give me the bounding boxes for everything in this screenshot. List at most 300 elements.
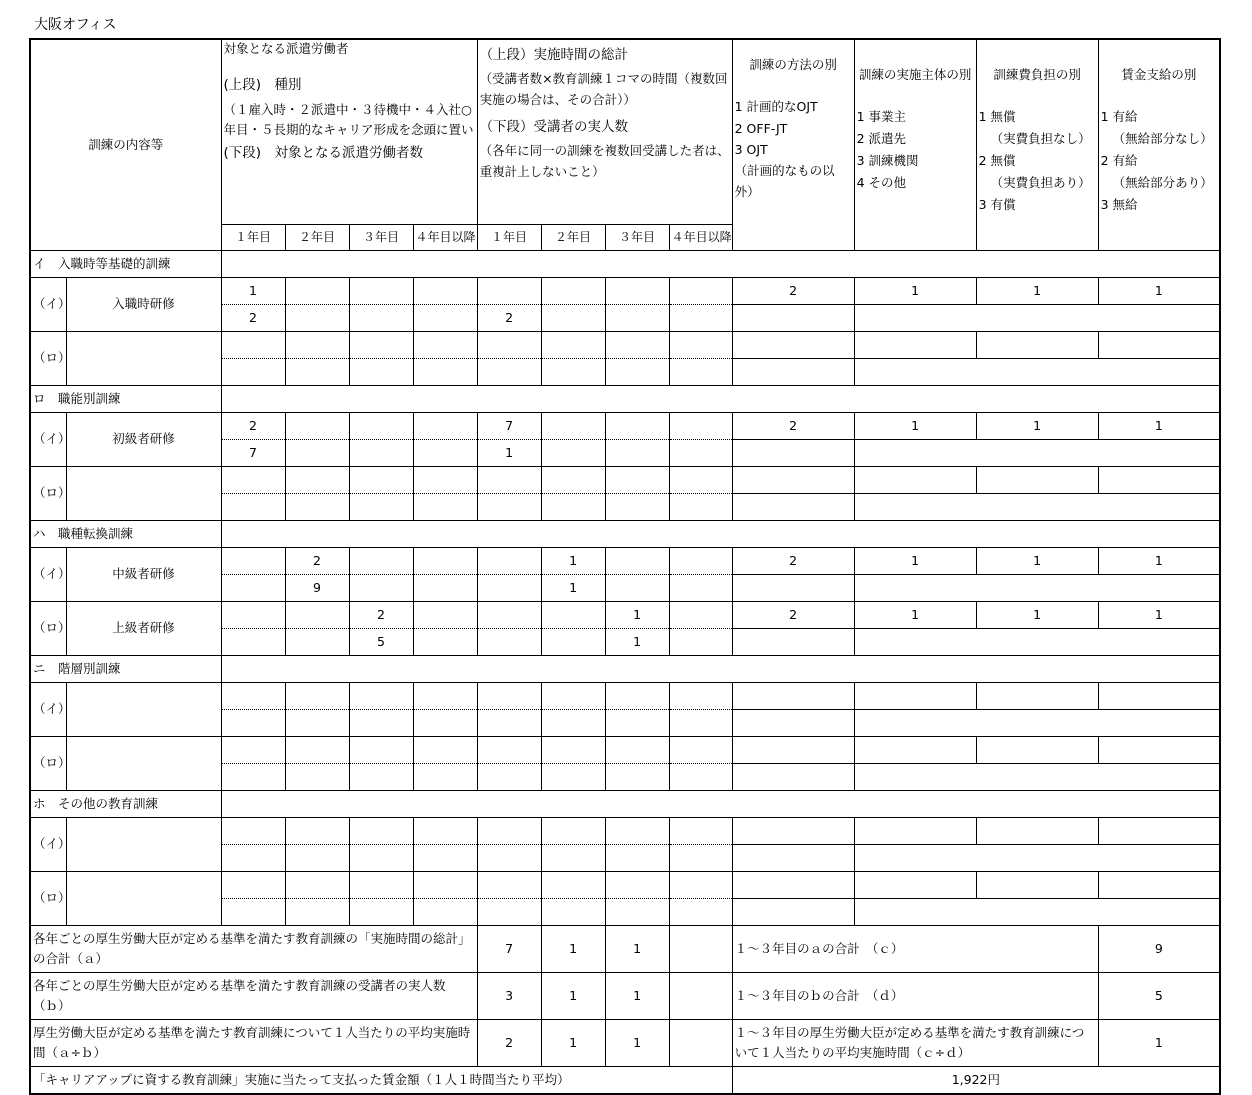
year-header: ４年目以降 <box>413 225 477 251</box>
training-name: 上級者研修 <box>66 602 221 656</box>
lower-value-cell <box>541 710 605 737</box>
lower-value-cell <box>541 764 605 791</box>
provider-cell: 1 <box>854 278 976 305</box>
table-row <box>30 413 1220 440</box>
upper-value-cell <box>477 278 541 305</box>
upper-value-cell: 1 <box>605 602 669 629</box>
lower-value-cell <box>349 764 413 791</box>
upper-value-cell <box>285 413 349 440</box>
summary-y3: 1 <box>605 926 669 973</box>
upper-value-cell <box>413 332 477 359</box>
upper-value-cell <box>541 683 605 710</box>
section-blank <box>221 656 1220 683</box>
upper-value-cell: 7 <box>477 413 541 440</box>
upper-value-cell <box>669 413 732 440</box>
upper-value-cell <box>285 683 349 710</box>
lower-value-cell <box>605 305 669 332</box>
wage-label: 「キャリアアップに資する教育訓練」実施に当たって支払った賃金額（１人１時間当たり平均） <box>30 1067 732 1095</box>
training-name <box>66 872 221 926</box>
lower-value-cell <box>669 629 732 656</box>
upper-value-cell <box>605 683 669 710</box>
wage-cell <box>1098 872 1220 899</box>
lower-value-cell <box>477 359 541 386</box>
lower-value-cell <box>349 899 413 926</box>
summary-right-value: 9 <box>1098 926 1220 973</box>
lower-value-cell <box>669 575 732 602</box>
lower-value-cell <box>541 899 605 926</box>
lower-value-cell <box>477 494 541 521</box>
section-row <box>30 656 1220 683</box>
lower-value-cell: 2 <box>221 305 285 332</box>
lower-value-cell <box>285 764 349 791</box>
lower-value-cell <box>477 710 541 737</box>
row-index: （イ） <box>30 683 66 737</box>
summary-y2: 1 <box>541 973 605 1020</box>
upper-value-cell <box>413 413 477 440</box>
upper-value-cell <box>605 332 669 359</box>
upper-value-cell: 2 <box>349 602 413 629</box>
lower-value-cell: 1 <box>605 629 669 656</box>
detail-blank <box>854 629 1220 656</box>
provider-cell <box>854 683 976 710</box>
lower-value-cell <box>605 710 669 737</box>
lower-value-cell <box>413 305 477 332</box>
upper-value-cell <box>541 332 605 359</box>
wage-cell: 1 <box>1098 413 1220 440</box>
upper-value-cell: 1 <box>221 278 285 305</box>
lower-value-cell <box>285 440 349 467</box>
method-header: 訓練の方法の別 1 計画的なOJT 2 OFF-JT 3 OJT （計画的なもの以外） <box>732 39 854 251</box>
method-blank <box>732 575 854 602</box>
lower-value-cell <box>413 629 477 656</box>
provider-cell <box>854 737 976 764</box>
method-cell: 2 <box>732 602 854 629</box>
upper-value-cell <box>349 818 413 845</box>
upper-value-cell <box>605 872 669 899</box>
workers-header: 対象となる派遣労働者 (上段) 種別 （１雇入時・２派遣中・３待機中・４入社○年目・５長期的なキャリア形成を念頭に置い (下段) 対象となる派遣労働者数 <box>221 39 477 225</box>
detail-blank <box>854 710 1220 737</box>
training-name <box>66 683 221 737</box>
upper-value-cell <box>477 818 541 845</box>
row-index: （ロ） <box>30 332 66 386</box>
training-name: 中級者研修 <box>66 548 221 602</box>
cost-header: 訓練費負担の別 1 無償 （実費負担なし） 2 無償 （実費負担あり） 3 有償 <box>976 39 1098 251</box>
lower-value-cell <box>285 710 349 737</box>
summary-y4 <box>669 926 732 973</box>
upper-value-cell <box>413 548 477 575</box>
lower-value-cell <box>349 359 413 386</box>
upper-value-cell <box>541 467 605 494</box>
upper-value-cell <box>541 413 605 440</box>
wage-cell <box>1098 818 1220 845</box>
lower-value-cell <box>669 440 732 467</box>
upper-value-cell <box>285 818 349 845</box>
year-header: ４年目以降 <box>669 225 732 251</box>
cost-cell <box>976 737 1098 764</box>
training-name <box>66 818 221 872</box>
lower-value-cell <box>285 629 349 656</box>
cost-cell: 1 <box>976 413 1098 440</box>
row-index: （イ） <box>30 278 66 332</box>
summary-label: 各年ごとの厚生労働大臣が定める基準を満たす教育訓練の受講者の実人数（ｂ） <box>30 973 477 1020</box>
section-blank <box>221 521 1220 548</box>
upper-value-cell <box>349 467 413 494</box>
lower-value-cell <box>349 710 413 737</box>
wage-cell: 1 <box>1098 548 1220 575</box>
upper-value-cell: 2 <box>221 413 285 440</box>
section-title: ロ 職能別訓練 <box>30 386 221 413</box>
lower-value-cell <box>285 494 349 521</box>
summary-y4 <box>669 973 732 1020</box>
lower-value-cell <box>669 305 732 332</box>
training-name: 入職時研修 <box>66 278 221 332</box>
year-header: ３年目 <box>349 225 413 251</box>
upper-value-cell <box>669 278 732 305</box>
detail-blank <box>854 764 1220 791</box>
lower-value-cell <box>669 710 732 737</box>
upper-value-cell <box>221 683 285 710</box>
table-row <box>30 332 1220 359</box>
detail-blank <box>854 899 1220 926</box>
lower-value-cell <box>669 845 732 872</box>
section-row <box>30 251 1220 278</box>
table-row <box>30 548 1220 575</box>
upper-value-cell: 1 <box>541 548 605 575</box>
section-blank <box>221 386 1220 413</box>
upper-value-cell <box>477 332 541 359</box>
wage-value: 1,922円 <box>732 1067 1220 1095</box>
upper-value-cell <box>221 548 285 575</box>
upper-value-cell <box>669 737 732 764</box>
content-header: 訓練の内容等 <box>30 39 221 251</box>
upper-value-cell <box>669 872 732 899</box>
lower-value-cell <box>221 575 285 602</box>
time-header: （上段）実施時間の総計 （受講者数×教育訓練１コマの時間（複数回実施の場合は、その合計）） （下段）受講者の実人数 （各年に同一の訓練を複数回受講した者は、重複計上しないこと） <box>477 39 732 225</box>
lower-value-cell: 1 <box>477 440 541 467</box>
table-row <box>30 818 1220 845</box>
method-cell <box>732 332 854 359</box>
lower-value-cell: 7 <box>221 440 285 467</box>
lower-value-cell <box>349 305 413 332</box>
method-cell <box>732 872 854 899</box>
section-title: ニ 階層別訓練 <box>30 656 221 683</box>
upper-value-cell <box>477 872 541 899</box>
upper-value-cell <box>477 467 541 494</box>
lower-value-cell <box>477 575 541 602</box>
upper-value-cell <box>669 332 732 359</box>
wage-cell: 1 <box>1098 278 1220 305</box>
summary-label: 各年ごとの厚生労働大臣が定める基準を満たす教育訓練の「実施時間の総計」の合計（ａ） <box>30 926 477 973</box>
lower-value-cell <box>221 764 285 791</box>
lower-value-cell <box>413 764 477 791</box>
upper-value-cell <box>413 278 477 305</box>
header-row <box>30 39 1220 225</box>
upper-value-cell <box>541 872 605 899</box>
summary-y3: 1 <box>605 973 669 1020</box>
wage-cell: 1 <box>1098 602 1220 629</box>
section-row <box>30 521 1220 548</box>
lower-value-cell <box>669 899 732 926</box>
lower-value-cell <box>541 845 605 872</box>
cost-cell: 1 <box>976 278 1098 305</box>
upper-value-cell <box>221 467 285 494</box>
lower-value-cell <box>285 305 349 332</box>
upper-value-cell <box>349 548 413 575</box>
upper-value-cell <box>541 737 605 764</box>
provider-cell: 1 <box>854 602 976 629</box>
year-header: ２年目 <box>285 225 349 251</box>
table-row <box>30 602 1220 629</box>
table-row <box>30 872 1220 899</box>
summary-y1: 3 <box>477 973 541 1020</box>
method-blank <box>732 845 854 872</box>
training-name <box>66 737 221 791</box>
upper-value-cell <box>349 413 413 440</box>
detail-blank <box>854 845 1220 872</box>
training-table <box>29 38 1221 1095</box>
wage-row <box>30 1067 1220 1095</box>
upper-value-cell <box>605 413 669 440</box>
section-row <box>30 386 1220 413</box>
cost-cell: 1 <box>976 548 1098 575</box>
provider-cell <box>854 467 976 494</box>
upper-value-cell <box>669 818 732 845</box>
lower-value-cell <box>477 845 541 872</box>
summary-y2: 1 <box>541 926 605 973</box>
wage-cell <box>1098 467 1220 494</box>
year-header: １年目 <box>477 225 541 251</box>
cost-cell <box>976 818 1098 845</box>
lower-value-cell <box>349 440 413 467</box>
upper-value-cell <box>605 278 669 305</box>
provider-cell: 1 <box>854 413 976 440</box>
wage-cell <box>1098 737 1220 764</box>
lower-value-cell <box>413 899 477 926</box>
upper-value-cell <box>477 737 541 764</box>
upper-value-cell <box>221 818 285 845</box>
lower-value-cell <box>541 359 605 386</box>
method-cell <box>732 683 854 710</box>
lower-value-cell <box>669 359 732 386</box>
upper-value-cell <box>669 602 732 629</box>
lower-value-cell <box>413 845 477 872</box>
method-cell: 2 <box>732 278 854 305</box>
lower-value-cell <box>221 710 285 737</box>
year-header: ２年目 <box>541 225 605 251</box>
cost-cell <box>976 332 1098 359</box>
row-index: （イ） <box>30 413 66 467</box>
lower-value-cell <box>477 764 541 791</box>
section-title: ハ 職種転換訓練 <box>30 521 221 548</box>
upper-value-cell <box>413 872 477 899</box>
row-index: （ロ） <box>30 467 66 521</box>
upper-value-cell <box>413 602 477 629</box>
summary-row <box>30 926 1220 973</box>
lower-value-cell <box>285 899 349 926</box>
upper-value-cell <box>285 737 349 764</box>
upper-value-cell <box>285 467 349 494</box>
wage-cell <box>1098 332 1220 359</box>
upper-value-cell <box>669 548 732 575</box>
lower-value-cell <box>541 440 605 467</box>
upper-value-cell <box>669 467 732 494</box>
lower-value-cell <box>349 575 413 602</box>
provider-cell <box>854 818 976 845</box>
upper-value-cell <box>413 467 477 494</box>
section-title: イ 入職時等基礎的訓練 <box>30 251 221 278</box>
table-row <box>30 683 1220 710</box>
method-cell: 2 <box>732 413 854 440</box>
lower-value-cell <box>413 494 477 521</box>
summary-label: 厚生労働大臣が定める基準を満たす教育訓練について１人当たりの平均実施時間（ａ÷ｂ） <box>30 1020 477 1067</box>
table-row <box>30 737 1220 764</box>
lower-value-cell <box>285 359 349 386</box>
upper-value-cell <box>477 683 541 710</box>
upper-value-cell <box>221 737 285 764</box>
lower-value-cell <box>605 575 669 602</box>
year-header: ３年目 <box>605 225 669 251</box>
detail-blank <box>854 440 1220 467</box>
lower-value-cell: 1 <box>541 575 605 602</box>
method-cell: 2 <box>732 548 854 575</box>
summary-row <box>30 1020 1220 1067</box>
lower-value-cell <box>349 494 413 521</box>
method-blank <box>732 305 854 332</box>
upper-value-cell <box>221 332 285 359</box>
upper-value-cell <box>285 872 349 899</box>
cost-cell <box>976 683 1098 710</box>
table-row <box>30 467 1220 494</box>
detail-blank <box>854 305 1220 332</box>
wage-cell <box>1098 683 1220 710</box>
row-index: （イ） <box>30 818 66 872</box>
lower-value-cell <box>477 629 541 656</box>
lower-value-cell <box>221 845 285 872</box>
provider-cell: 1 <box>854 548 976 575</box>
method-cell <box>732 818 854 845</box>
upper-value-cell <box>605 548 669 575</box>
lower-value-cell <box>669 764 732 791</box>
provider-cell <box>854 332 976 359</box>
method-cell <box>732 467 854 494</box>
section-row <box>30 791 1220 818</box>
upper-value-cell <box>541 602 605 629</box>
upper-value-cell <box>477 602 541 629</box>
lower-value-cell <box>605 845 669 872</box>
upper-value-cell <box>221 602 285 629</box>
upper-value-cell <box>349 683 413 710</box>
section-blank <box>221 251 1220 278</box>
lower-value-cell <box>605 359 669 386</box>
wage-header: 賃金支給の別 1 有給 （無給部分なし） 2 有給 （無給部分あり） 3 無給 <box>1098 39 1220 251</box>
table-row <box>30 278 1220 305</box>
row-index: （ロ） <box>30 872 66 926</box>
summary-right-value: 1 <box>1098 1020 1220 1067</box>
training-name: 初級者研修 <box>66 413 221 467</box>
lower-value-cell: 2 <box>477 305 541 332</box>
upper-value-cell <box>349 872 413 899</box>
cost-cell: 1 <box>976 602 1098 629</box>
lower-value-cell <box>541 629 605 656</box>
upper-value-cell: 2 <box>285 548 349 575</box>
row-index: （ロ） <box>30 737 66 791</box>
upper-value-cell <box>413 737 477 764</box>
upper-value-cell <box>285 602 349 629</box>
lower-value-cell <box>221 629 285 656</box>
provider-cell <box>854 872 976 899</box>
method-cell <box>732 737 854 764</box>
upper-value-cell <box>669 683 732 710</box>
summary-right-label: １～３年目の厚生労働大臣が定める基準を満たす教育訓練について１人当たりの平均実施時間（ｃ÷ｄ） <box>732 1020 1098 1067</box>
upper-value-cell <box>541 278 605 305</box>
upper-value-cell <box>413 818 477 845</box>
row-index: （イ） <box>30 548 66 602</box>
lower-value-cell <box>413 440 477 467</box>
lower-value-cell <box>349 845 413 872</box>
upper-value-cell <box>541 818 605 845</box>
upper-value-cell <box>413 683 477 710</box>
upper-value-cell <box>285 332 349 359</box>
lower-value-cell <box>477 899 541 926</box>
summary-right-label: １～３年目のａの合計 （ｃ） <box>732 926 1098 973</box>
detail-blank <box>854 359 1220 386</box>
lower-value-cell <box>413 575 477 602</box>
method-blank <box>732 629 854 656</box>
training-name <box>66 467 221 521</box>
lower-value-cell <box>413 359 477 386</box>
section-blank <box>221 791 1220 818</box>
upper-value-cell <box>605 818 669 845</box>
summary-y4 <box>669 1020 732 1067</box>
detail-blank <box>854 575 1220 602</box>
summary-right-value: 5 <box>1098 973 1220 1020</box>
summary-row <box>30 973 1220 1020</box>
summary-y1: 7 <box>477 926 541 973</box>
lower-value-cell <box>285 845 349 872</box>
method-blank <box>732 899 854 926</box>
section-title: ホ その他の教育訓練 <box>30 791 221 818</box>
lower-value-cell <box>221 494 285 521</box>
cost-cell <box>976 467 1098 494</box>
lower-value-cell <box>605 440 669 467</box>
method-blank <box>732 494 854 521</box>
upper-value-cell <box>605 467 669 494</box>
lower-value-cell <box>413 710 477 737</box>
lower-value-cell <box>541 305 605 332</box>
upper-value-cell <box>349 278 413 305</box>
year-header: １年目 <box>221 225 285 251</box>
lower-value-cell <box>605 764 669 791</box>
upper-value-cell <box>349 737 413 764</box>
lower-value-cell <box>221 359 285 386</box>
provider-header: 訓練の実施主体の別 1 事業主 2 派遣先 3 訓練機関 4 その他 <box>854 39 976 251</box>
upper-value-cell <box>285 278 349 305</box>
upper-value-cell <box>477 548 541 575</box>
summary-y1: 2 <box>477 1020 541 1067</box>
method-blank <box>732 764 854 791</box>
lower-value-cell: 9 <box>285 575 349 602</box>
method-blank <box>732 359 854 386</box>
cost-cell <box>976 872 1098 899</box>
method-blank <box>732 710 854 737</box>
summary-y3: 1 <box>605 1020 669 1067</box>
lower-value-cell <box>541 494 605 521</box>
method-blank <box>732 440 854 467</box>
lower-value-cell <box>669 494 732 521</box>
lower-value-cell <box>605 494 669 521</box>
upper-value-cell <box>221 872 285 899</box>
upper-value-cell <box>349 332 413 359</box>
